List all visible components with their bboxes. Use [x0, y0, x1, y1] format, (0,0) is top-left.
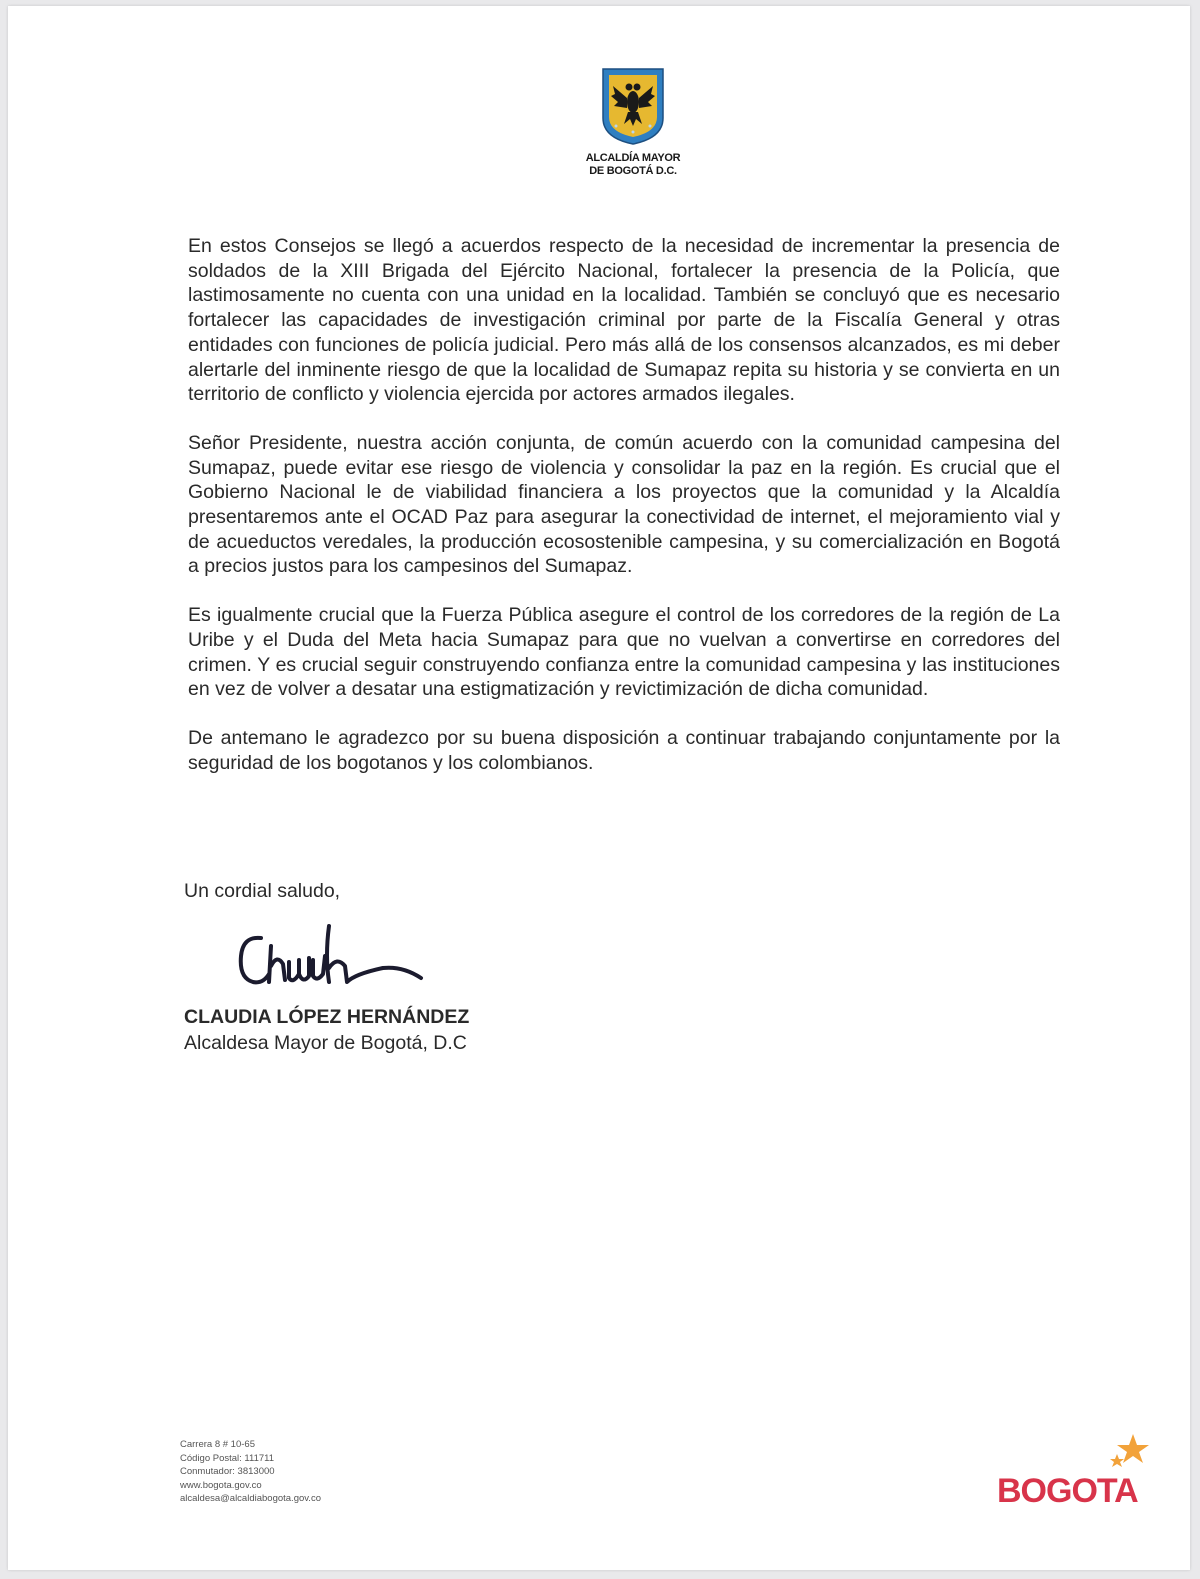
paragraph-2: Señor Presidente, nuestra acción conjunta, de común acuerdo con la comunidad campesina del Sumapaz, puede evitar ese riesgo de violencia y consolidar la paz en la región. Es crucial que el Gobierno Nacional le de viabilidad financiera a los proyectos que la comunidad y la Alcaldía presentaremos ante el OCAD Paz para asegurar la conectividad de internet, el mejoramiento vial y de acueductos veredales, la producción ecosostenible campesina, y su comercialización en Bogotá a precios justos para los campesinos del Sumapaz. [188, 431, 1060, 578]
coat-of-arms-icon [600, 66, 666, 146]
footer-address: Carrera 8 # 10-65 [180, 1439, 255, 1450]
paragraph-1: En estos Consejos se llegó a acuerdos respecto de la necesidad de incrementar la presencia de soldados de la XIII Brigada del Ejército Nacional, fortalecer la presencia de la Policía, que lastimosamente no cuenta con una unidad en la localidad. También se concluyó que es necesario fortalecer las capacidades de investigación criminal por parte de la Fiscalía General y otras entidades con funciones de policía judicial. Pero más allá de los consensos alcanzados, es mi deber alertarle del inminente riesgo de que la localidad de Sumapaz repita su historia y se convierta en un territorio de conflicto y violencia ejercida por actores armados ilegales. [188, 235, 1060, 406]
letter-body [188, 234, 1060, 799]
footer-contact [180, 1438, 321, 1506]
paragraph-3: Es igualmente crucial que la Fuerza Pública asegure el control de los corredores de la región de La Uribe y el Duda del Meta hacia Sumapaz para que no vuelvan a convertirse en corredores del crimen. Y es crucial seguir construyendo confianza entre la comunidad campesina y las instituciones en vez de volver a desatar una estigmatización y revictimización de dicha comunidad. [188, 604, 1060, 701]
letter-page [8, 6, 1190, 1570]
letterhead-line-1: ALCALDÍA MAYOR [585, 152, 681, 164]
footer-postal: Código Postal: 111711 [180, 1452, 275, 1464]
paragraph-4: De antemano le agradezco por su buena disposición a continuar trabajando conjuntamente por la seguridad de los bogotanos y los colombianos. [188, 726, 1060, 774]
footer-phone: Conmutador: 3813000 [180, 1466, 275, 1477]
bogota-logo-icon [993, 1426, 1163, 1526]
signer-name: CLAUDIA LÓPEZ HERNÁNDEZ [184, 1006, 470, 1028]
letterhead-line-2: DE BOGOTÁ D.C. [589, 165, 677, 177]
signer-title: Alcaldesa Mayor de Bogotá, D.C [184, 1032, 467, 1054]
closing-salutation: Un cordial saludo, [184, 880, 341, 902]
letterhead [568, 66, 698, 178]
bogota-logo-text: BOGOTA [997, 1472, 1138, 1510]
signature-icon [233, 916, 433, 1004]
footer-web: www.bogota.gov.co [180, 1479, 262, 1491]
footer-email: alcaldesa@alcaldiabogota.gov.co [180, 1493, 321, 1504]
